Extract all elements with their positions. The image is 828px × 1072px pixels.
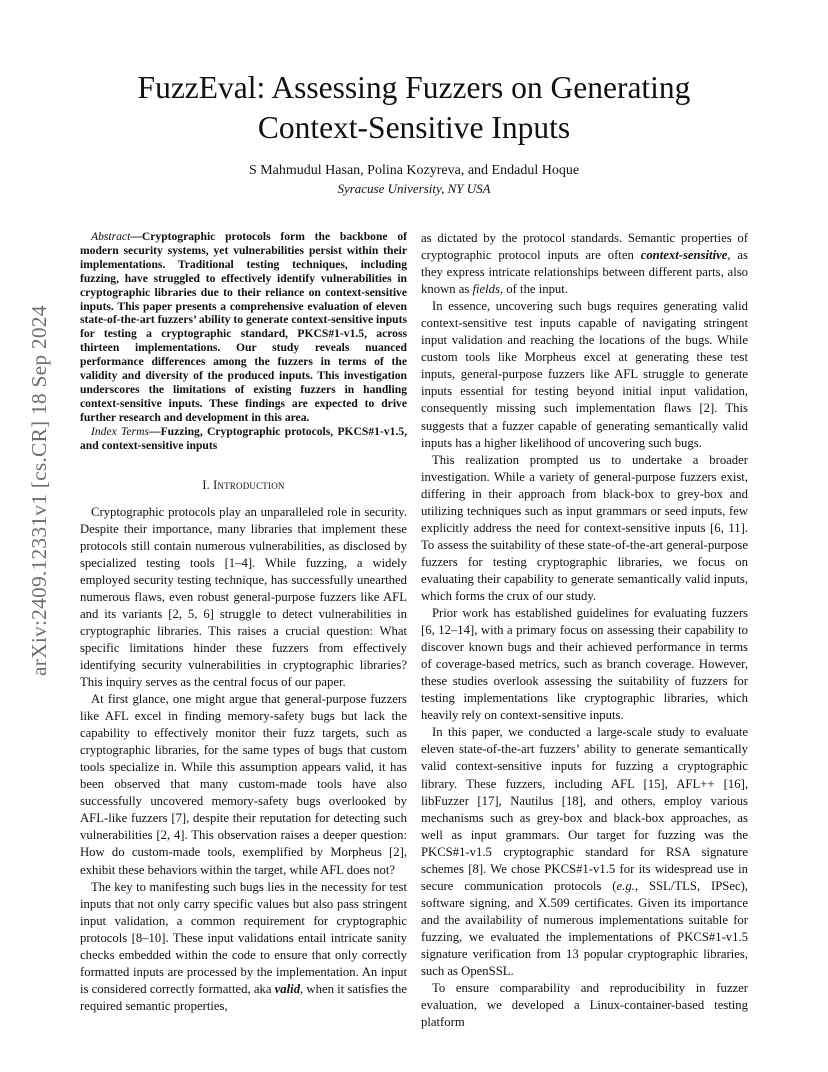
arxiv-identifier-text: arXiv:2409.12331v1 [cs.CR] 18 Sep 2024	[27, 305, 51, 676]
intro-paragraph-4: In essence, uncovering such bugs requires generating valid context-sensitive test inputs capable of navigating stringent input validation and reaching the locations of the bugs. While custom tools like Morpheus excel at generating these test inputs, general-purpose fuzzers like AFL struggle to generate inputs essential for testing beyond initial input validation, consequently missing such implementation flaws [2]. This suggests that a fuzzer capable of generating semantically valid inputs has a higher likelihood of uncovering such bugs.	[421, 299, 748, 450]
intro-paragraph-7	[421, 724, 748, 980]
section-title: Introduction	[213, 477, 285, 492]
intro-paragraph-6: Prior work has established guidelines for evaluating fuzzers [6, 12–14], with a primary focus on assessing their capability to discover known bugs and their achieved performance in terms of coverage-based metrics, such as branch coverage. However, these studies overlook assessing the suitability of fuzzers for testing implementations like cryptographic libraries, which heavily rely on context-sensitive inputs.	[421, 606, 748, 723]
abstract-text: —Cryptographic protocols form the backbone of modern security systems, yet vulnerabilities persist within their implementations. Traditional testing techniques, including fuzzing, have struggled to effectively identify vulnerabilities in cryptographic libraries due to their reliance on context-sensitive inputs. This paper presents a comprehensive evaluation of eleven state-of-the-art fuzzers’ ability to generate context-sensitive inputs for testing a cryptographic standard, PKCS#1-v1.5, across thirteen implementations. Our study reveals nuanced performance differences among the fuzzers in terms of the validity and diversity of the produced inputs. This investigation underscores the limitations of existing fuzzers in handling context-sensitive inputs. These findings are expected to drive further research and development in this area.	[80, 230, 407, 424]
intro-paragraph-3-text-a: The key to manifesting such bugs lies in the necessity for test inputs that not only carry specific values but also pass stringent input validation, a common requirement for cryptographic protocols [8–10]. These input validations entail intricate sanity checks embedded within the code to ensure that only correctly formatted inputs are processed by the implementation. An input is considered correctly formatted, aka	[80, 879, 407, 996]
abstract-label: Abstract	[91, 230, 131, 243]
title-line-2: Context-Sensitive Inputs	[257, 110, 571, 145]
section-number: I.	[202, 477, 210, 492]
right-column	[421, 230, 748, 1031]
continued-text-b: , as they express intricate relationships between different parts, also known as	[421, 248, 748, 297]
intro-paragraph-3-continued	[421, 230, 748, 298]
paper-title	[0, 68, 828, 148]
intro-paragraph-2: At first glance, one might argue that general-purpose fuzzers like AFL excel in finding memory-safety bugs but lack the capability to effectively monitor their fuzz targets, such as cryptographic libraries, for the same types of bugs that custom tools specialize in. While this assumption appears valid, it has been observed that many custom-made tools have also successfully uncovered memory-safety bugs overlooked by AFL-like fuzzers [7], despite their reputation for detecting such vulnerabilities [2, 4]. This observation raises a deeper question: How do custom-made tools, exemplified by Morpheus [2], exhibit these behaviors within the target, while AFL does not?	[80, 692, 407, 877]
emphasis-valid: valid	[274, 981, 301, 996]
intro-paragraph-1: Cryptographic protocols play an unparalleled role in security. Despite their importance, many libraries that implement these protocols still contain numerous vulnerabilities, as disclosed by specialized testing tools [1–4]. While fuzzing, a widely employed security testing technique, has successfully unearthed numerous flaws, even robust general-purpose fuzzers like AFL and its variants [2, 5, 6] struggle to detect vulnerabilities in cryptographic libraries. This raises a crucial question: What specific limitations hinder these fuzzers from effectively identifying security vulnerabilities in cryptographic libraries? This inquiry serves as the central focus of our paper.	[80, 504, 407, 690]
intro-paragraph-5: This realization prompted us to undertake a broader investigation. While a variety of general-purpose fuzzers exist, differing in their approach from black-box to grey-box and utilizing techniques such as input grammars or seed inputs, few explicitly address the need for context-sensitive inputs [6, 11]. To assess the suitability of these state-of-the-art general-purpose fuzzers for testing cryptographic libraries, we focus on evaluating their capability to generate semantically valid inputs, which forms the crux of our study.	[421, 452, 748, 603]
emphasis-fields: fields	[472, 282, 500, 297]
index-terms	[80, 425, 407, 453]
author-list: S Mahmudul Hasan, Polina Kozyreva, and Endadul Hoque	[248, 163, 580, 178]
author-affiliation: Syracuse University, NY USA	[337, 181, 491, 196]
left-column	[80, 230, 407, 1015]
continued-text-c: , of the input.	[499, 282, 568, 297]
continued-text-a: as dictated by the protocol standards. Semantic properties of cryptographic protocol inputs are often	[421, 231, 748, 263]
title-line-1: FuzzEval: Assessing Fuzzers on Generating	[137, 70, 691, 105]
intro-paragraph-3	[80, 879, 407, 1015]
intro-paragraph-7-text-b: , SSL/TLS, IPSec), software signing, and X.509 certificates. Given its importance and the availability of numerous implementations suitable for fuzzing, we evaluated the implementations of PKCS#1-v1.5 signature verification from 13 popular cryptographic libraries, such as OpenSSL.	[421, 878, 748, 979]
section-heading-introduction	[80, 477, 407, 494]
emphasis-eg: e.g.	[616, 878, 635, 893]
emphasis-context-sensitive: context-sensitive	[640, 248, 728, 263]
intro-paragraph-7-text-a: In this paper, we conducted a large-scale study to evaluate eleven state-of-the-art fuzzers’ ability to generate semantically valid context-sensitive inputs for fuzzing a cryptographic library. These fuzzers, including AFL [15], AFL++ [16], libFuzzer [17], Nautilus [18], and others, employ various mechanisms such as grey-box and black-box approaches, as well as input grammars. Our target for fuzzing was the PKCS#1-v1.5 cryptographic standard for RSA signature schemes [8]. We chose PKCS#1-v1.5 for its widespread use in secure communication protocols (	[421, 725, 748, 893]
index-terms-text: —Fuzzing, Cryptographic protocols, PKCS#1-v1.5, and context-sensitive inputs	[80, 424, 408, 452]
intro-paragraph-8: To ensure comparability and reproducibility in fuzzer evaluation, we developed a Linux-container-based testing platform	[421, 981, 748, 1030]
arxiv-identifier-stamp	[22, 288, 52, 676]
index-terms-label: Index Terms	[91, 424, 149, 438]
abstract	[80, 230, 407, 425]
intro-paragraph-3-text-b: , when it satisfies the required semantic properties,	[80, 981, 407, 1013]
